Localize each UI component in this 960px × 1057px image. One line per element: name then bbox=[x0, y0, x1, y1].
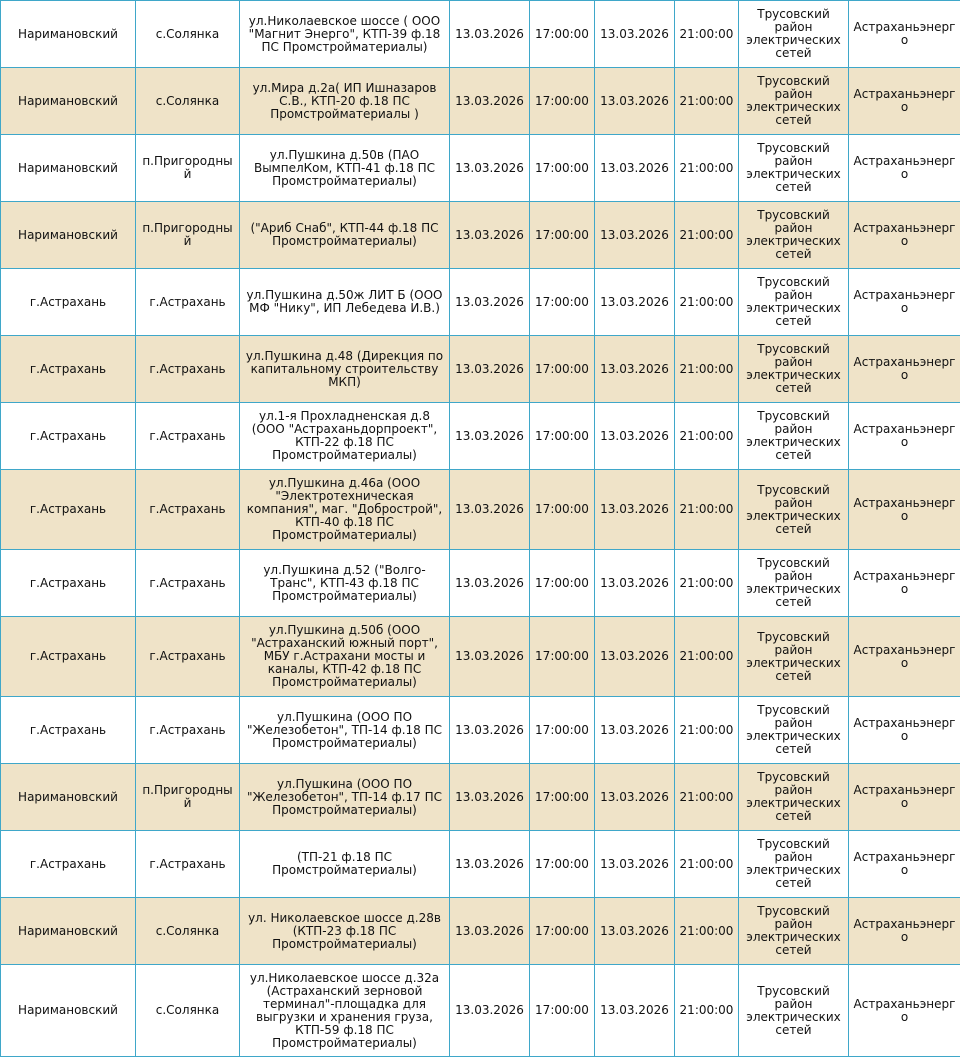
network-cell: Трусовский район электрических сетей bbox=[739, 336, 849, 403]
network-cell: Трусовский район электрических сетей bbox=[739, 764, 849, 831]
district-cell: Наримановский bbox=[1, 1, 136, 68]
start-date-cell: 13.03.2026 bbox=[450, 1, 530, 68]
locality-cell: г.Астрахань bbox=[136, 269, 240, 336]
district-cell: Наримановский bbox=[1, 764, 136, 831]
locality-cell: п.Пригородный bbox=[136, 135, 240, 202]
start-time-cell: 17:00:00 bbox=[530, 898, 595, 965]
start-date-cell: 13.03.2026 bbox=[450, 470, 530, 550]
company-cell: Астраханьэнерго bbox=[849, 764, 960, 831]
end-date-cell: 13.03.2026 bbox=[595, 764, 675, 831]
network-cell: Трусовский район электрических сетей bbox=[739, 697, 849, 764]
address-cell: ул.1-я Прохладненская д.8 (ООО "Астраханьдорпроект", КТП-22 ф.18 ПС Промстройматериалы) bbox=[240, 403, 450, 470]
table-row bbox=[1, 898, 960, 965]
district-cell: г.Астрахань bbox=[1, 550, 136, 617]
start-date-cell: 13.03.2026 bbox=[450, 764, 530, 831]
start-date-cell: 13.03.2026 bbox=[450, 831, 530, 898]
end-time-cell: 21:00:00 bbox=[675, 697, 739, 764]
start-time-cell: 17:00:00 bbox=[530, 470, 595, 550]
end-date-cell: 13.03.2026 bbox=[595, 403, 675, 470]
district-cell: г.Астрахань bbox=[1, 617, 136, 697]
network-cell: Трусовский район электрических сетей bbox=[739, 898, 849, 965]
start-date-cell: 13.03.2026 bbox=[450, 403, 530, 470]
address-cell: (ТП-21 ф.18 ПС Промстройматериалы) bbox=[240, 831, 450, 898]
start-date-cell: 13.03.2026 bbox=[450, 965, 530, 1057]
end-date-cell: 13.03.2026 bbox=[595, 1, 675, 68]
start-time-cell: 17:00:00 bbox=[530, 202, 595, 269]
start-date-cell: 13.03.2026 bbox=[450, 898, 530, 965]
end-date-cell: 13.03.2026 bbox=[595, 202, 675, 269]
district-cell: Наримановский bbox=[1, 898, 136, 965]
end-date-cell: 13.03.2026 bbox=[595, 550, 675, 617]
start-date-cell: 13.03.2026 bbox=[450, 202, 530, 269]
locality-cell: с.Солянка bbox=[136, 68, 240, 135]
start-date-cell: 13.03.2026 bbox=[450, 269, 530, 336]
end-time-cell: 21:00:00 bbox=[675, 336, 739, 403]
table-row bbox=[1, 68, 960, 135]
end-date-cell: 13.03.2026 bbox=[595, 965, 675, 1057]
company-cell: Астраханьэнерго bbox=[849, 336, 960, 403]
address-cell: ул.Пушкина д.48 (Дирекция по капитальному строительству МКП) bbox=[240, 336, 450, 403]
locality-cell: с.Солянка bbox=[136, 1, 240, 68]
end-date-cell: 13.03.2026 bbox=[595, 68, 675, 135]
address-cell: ул.Пушкина (ООО ПО "Железобетон", ТП-14 ф.17 ПС Промстройматериалы) bbox=[240, 764, 450, 831]
company-cell: Астраханьэнерго bbox=[849, 68, 960, 135]
table-row bbox=[1, 697, 960, 764]
start-time-cell: 17:00:00 bbox=[530, 135, 595, 202]
table-row bbox=[1, 764, 960, 831]
company-cell: Астраханьэнерго bbox=[849, 202, 960, 269]
network-cell: Трусовский район электрических сетей bbox=[739, 1, 849, 68]
end-time-cell: 21:00:00 bbox=[675, 68, 739, 135]
end-time-cell: 21:00:00 bbox=[675, 831, 739, 898]
end-date-cell: 13.03.2026 bbox=[595, 697, 675, 764]
network-cell: Трусовский район электрических сетей bbox=[739, 135, 849, 202]
start-time-cell: 17:00:00 bbox=[530, 965, 595, 1057]
table-row bbox=[1, 336, 960, 403]
network-cell: Трусовский район электрических сетей bbox=[739, 269, 849, 336]
start-date-cell: 13.03.2026 bbox=[450, 617, 530, 697]
table-row bbox=[1, 831, 960, 898]
table-row bbox=[1, 1, 960, 68]
end-date-cell: 13.03.2026 bbox=[595, 470, 675, 550]
locality-cell: с.Солянка bbox=[136, 965, 240, 1057]
end-time-cell: 21:00:00 bbox=[675, 403, 739, 470]
end-time-cell: 21:00:00 bbox=[675, 135, 739, 202]
locality-cell: с.Солянка bbox=[136, 898, 240, 965]
district-cell: г.Астрахань bbox=[1, 831, 136, 898]
start-time-cell: 17:00:00 bbox=[530, 1, 595, 68]
end-date-cell: 13.03.2026 bbox=[595, 135, 675, 202]
address-cell: ул. Николаевское шоссе д.28в (КТП-23 ф.18 ПС Промстройматериалы) bbox=[240, 898, 450, 965]
network-cell: Трусовский район электрических сетей bbox=[739, 965, 849, 1057]
start-time-cell: 17:00:00 bbox=[530, 831, 595, 898]
company-cell: Астраханьэнерго bbox=[849, 1, 960, 68]
start-time-cell: 17:00:00 bbox=[530, 550, 595, 617]
end-time-cell: 21:00:00 bbox=[675, 965, 739, 1057]
end-date-cell: 13.03.2026 bbox=[595, 336, 675, 403]
end-time-cell: 21:00:00 bbox=[675, 764, 739, 831]
district-cell: Наримановский bbox=[1, 68, 136, 135]
locality-cell: г.Астрахань bbox=[136, 403, 240, 470]
company-cell: Астраханьэнерго bbox=[849, 831, 960, 898]
start-date-cell: 13.03.2026 bbox=[450, 550, 530, 617]
address-cell: ул.Мира д.2а( ИП Ишназаров С.В., КТП-20 ф.18 ПС Промстройматериалы ) bbox=[240, 68, 450, 135]
address-cell: ул.Николаевское шоссе д.32а (Астраханский зерновой терминал"-площадка для выгрузки и хранения груза, КТП-59 ф.18 ПС Промстройматериалы) bbox=[240, 965, 450, 1057]
district-cell: г.Астрахань bbox=[1, 470, 136, 550]
district-cell: г.Астрахань bbox=[1, 336, 136, 403]
locality-cell: г.Астрахань bbox=[136, 336, 240, 403]
end-time-cell: 21:00:00 bbox=[675, 1, 739, 68]
district-cell: Наримановский bbox=[1, 135, 136, 202]
company-cell: Астраханьэнерго bbox=[849, 898, 960, 965]
table-row bbox=[1, 617, 960, 697]
table-row bbox=[1, 269, 960, 336]
start-time-cell: 17:00:00 bbox=[530, 697, 595, 764]
district-cell: Наримановский bbox=[1, 202, 136, 269]
district-cell: Наримановский bbox=[1, 965, 136, 1057]
company-cell: Астраханьэнерго bbox=[849, 617, 960, 697]
company-cell: Астраханьэнерго bbox=[849, 697, 960, 764]
network-cell: Трусовский район электрических сетей bbox=[739, 470, 849, 550]
start-time-cell: 17:00:00 bbox=[530, 269, 595, 336]
start-time-cell: 17:00:00 bbox=[530, 336, 595, 403]
locality-cell: г.Астрахань bbox=[136, 470, 240, 550]
table-row bbox=[1, 965, 960, 1057]
end-time-cell: 21:00:00 bbox=[675, 898, 739, 965]
end-date-cell: 13.03.2026 bbox=[595, 269, 675, 336]
end-time-cell: 21:00:00 bbox=[675, 550, 739, 617]
address-cell: ("Ариб Снаб", КТП-44 ф.18 ПС Промстройматериалы) bbox=[240, 202, 450, 269]
start-time-cell: 17:00:00 bbox=[530, 764, 595, 831]
company-cell: Астраханьэнерго bbox=[849, 269, 960, 336]
locality-cell: г.Астрахань bbox=[136, 831, 240, 898]
address-cell: ул.Пушкина д.50в (ПАО ВымпелКом, КТП-41 ф.18 ПС Промстройматериалы) bbox=[240, 135, 450, 202]
locality-cell: г.Астрахань bbox=[136, 550, 240, 617]
address-cell: ул.Пушкина д.50ж ЛИТ Б (ООО МФ "Нику", ИП Лебедева И.В.) bbox=[240, 269, 450, 336]
company-cell: Астраханьэнерго bbox=[849, 550, 960, 617]
table-row bbox=[1, 403, 960, 470]
locality-cell: п.Пригородный bbox=[136, 202, 240, 269]
company-cell: Астраханьэнерго bbox=[849, 135, 960, 202]
locality-cell: г.Астрахань bbox=[136, 617, 240, 697]
end-time-cell: 21:00:00 bbox=[675, 617, 739, 697]
start-time-cell: 17:00:00 bbox=[530, 68, 595, 135]
address-cell: ул.Пушкина д.52 ("Волго-Транс", КТП-43 ф.18 ПС Промстройматериалы) bbox=[240, 550, 450, 617]
start-date-cell: 13.03.2026 bbox=[450, 135, 530, 202]
address-cell: ул.Пушкина д.50б (ООО "Астраханский южный порт", МБУ г.Астрахани мосты и каналы, КТП-42 ф.18 ПС Промстройматериалы) bbox=[240, 617, 450, 697]
end-time-cell: 21:00:00 bbox=[675, 269, 739, 336]
table-row bbox=[1, 470, 960, 550]
end-time-cell: 21:00:00 bbox=[675, 470, 739, 550]
company-cell: Астраханьэнерго bbox=[849, 470, 960, 550]
network-cell: Трусовский район электрических сетей bbox=[739, 68, 849, 135]
district-cell: г.Астрахань bbox=[1, 403, 136, 470]
network-cell: Трусовский район электрических сетей bbox=[739, 550, 849, 617]
end-date-cell: 13.03.2026 bbox=[595, 898, 675, 965]
start-date-cell: 13.03.2026 bbox=[450, 697, 530, 764]
district-cell: г.Астрахань bbox=[1, 269, 136, 336]
locality-cell: п.Пригородный bbox=[136, 764, 240, 831]
start-date-cell: 13.03.2026 bbox=[450, 68, 530, 135]
table-row bbox=[1, 202, 960, 269]
network-cell: Трусовский район электрических сетей bbox=[739, 617, 849, 697]
outage-table-body bbox=[1, 1, 960, 1057]
table-row bbox=[1, 135, 960, 202]
address-cell: ул.Пушкина (ООО ПО "Железобетон", ТП-14 ф.18 ПС Промстройматериалы) bbox=[240, 697, 450, 764]
locality-cell: г.Астрахань bbox=[136, 697, 240, 764]
network-cell: Трусовский район электрических сетей bbox=[739, 202, 849, 269]
end-date-cell: 13.03.2026 bbox=[595, 617, 675, 697]
start-time-cell: 17:00:00 bbox=[530, 403, 595, 470]
end-time-cell: 21:00:00 bbox=[675, 202, 739, 269]
address-cell: ул.Пушкина д.46а (ООО "Электротехническая компания", маг. "Добрострой", КТП-40 ф.18 ПС Промстройматериалы) bbox=[240, 470, 450, 550]
start-date-cell: 13.03.2026 bbox=[450, 336, 530, 403]
district-cell: г.Астрахань bbox=[1, 697, 136, 764]
end-date-cell: 13.03.2026 bbox=[595, 831, 675, 898]
table-row bbox=[1, 550, 960, 617]
company-cell: Астраханьэнерго bbox=[849, 965, 960, 1057]
network-cell: Трусовский район электрических сетей bbox=[739, 403, 849, 470]
network-cell: Трусовский район электрических сетей bbox=[739, 831, 849, 898]
start-time-cell: 17:00:00 bbox=[530, 617, 595, 697]
company-cell: Астраханьэнерго bbox=[849, 403, 960, 470]
address-cell: ул.Николаевское шоссе ( ООО "Магнит Энерго", КТП-39 ф.18 ПС Промстройматериалы) bbox=[240, 1, 450, 68]
